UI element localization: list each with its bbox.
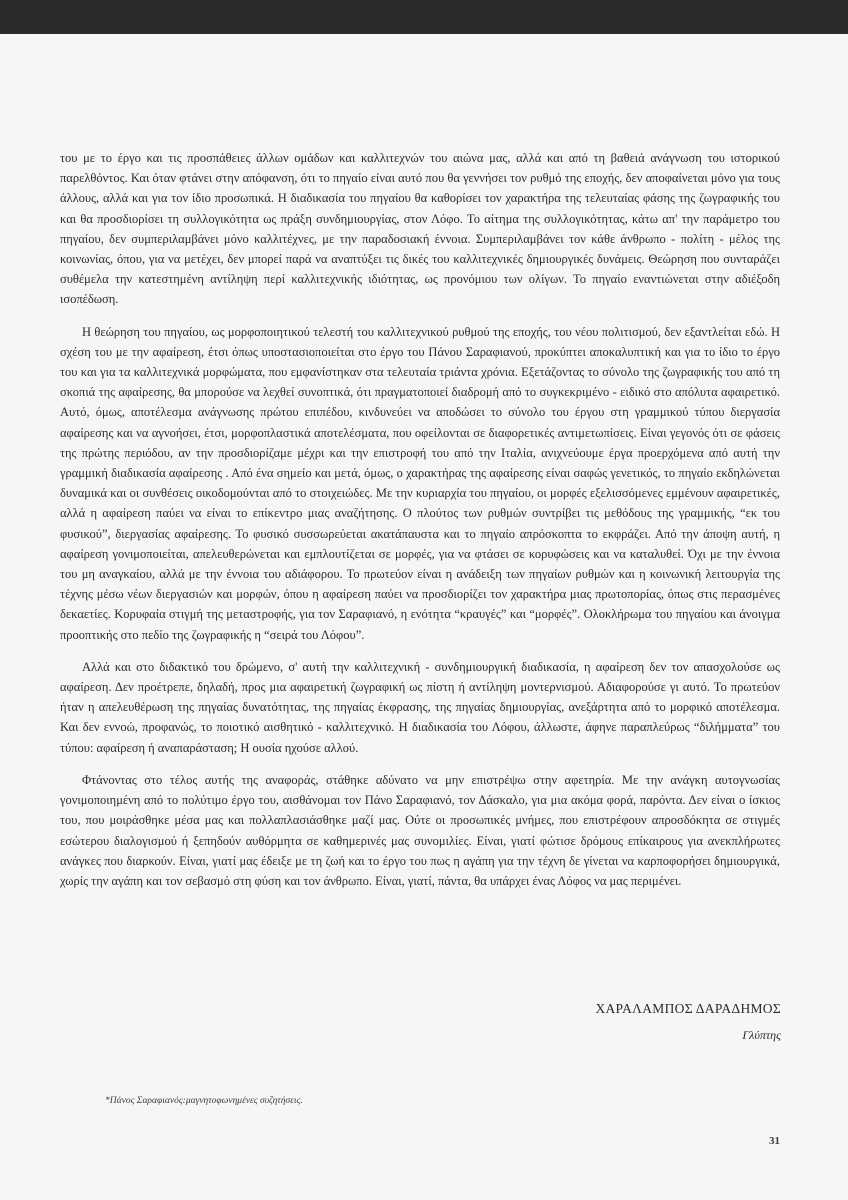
paragraph-4: Φτάνοντας στο τέλος αυτής της αναφοράς, στάθηκε αδύνατο να μην επιστρέψω στην αφετηρία. Με την ανάγκη αυτογνωσίας γονιμοποιημένη από το πολύτιμο έργο του, αισθάνομαι τον Πάνο Σαραφιανό, τον Δάσκαλο, για μια ακόμα φορά, παρόντα. Δεν είναι ο ίσκιος του, που μοιράσθηκε μέσα μας και πολλαπλασιάσθηκε μαζί μας. Ούτε οι προσωπικές μνήμες, που επιστρέφουν απροσδόκητα σε στιγμές εσώτερου διαλογισμού ή ξεπηδούν αυθόρμητα σε καθημερινές μας συνομιλίες. Είναι, γιατί φώτισε δρόμους επίκαιρους για ανεκπλήρωτες ανάγκες που διαρκούν. Είναι, γιατί μας έδειξε με τη ζωή και το έργο του πως η αγάπη για την τέχνη δε γίνεται να καρποφορήσει δημιουργικά, χωρίς την αγάπη και τον σεβασμό στη φύση και τον άνθρωπο. Είναι, γιατί, πάντα, θα υπάρχει ένας Λόφος να μας περιμένει. bbox=[60, 772, 780, 888]
footnote: *Πάνος Σαραφιανός:μαγνητοφωνημένες συζητήσεις. bbox=[105, 1096, 303, 1106]
author-name: ΧΑΡΑΛΑΜΠΟΣ ΔΑΡΑΔΗΜΟΣ bbox=[595, 1001, 781, 1016]
paragraph-1: του με το έργο και τις προσπάθειες άλλων ομάδων και καλλιτεχνών του αιώνα μας, αλλά και από τη βαθειά ανάγνωση του ιστορικού παρελθόντος. Και όταν φτάνει στην απόφανση, ότι το πηγαίο είναι αυτό που θα γεννήσει τον ρυθμό της εποχής, δεν αποφαίνεται μόνο για τους άλλους, αλλά και για τον ίδιο προσωπικά. Η διαδικασία του πηγαίου θα καθορίσει τον χαρακτήρα της τελευταίας φάσης της ζωγραφικής του και θα προσδιορίσει τη συλλογικότητα ως πράξη συνδημιουργίας, στον Λόφο. Το αίτημα της συλλογικότητας, κάτω απ' την παράμετρο του πηγαίου, δεν συμπεριλαμβάνει μόνο καλλιτέχνες, με την παραδοσιακή έννοια. Συμπεριλαμβάνει τον κάθε άνθρωπο - πολίτη - μέλος της κοινωνίας, όπου, για να μετέχει, δεν μπορεί παρά να αναπτύξει τις δικές του καλλιτεχνικές δημιουργικές δυνάμεις. Θεώρηση που συνταράζει συθέμελα την κατεστημένη αντίληψη περί καλλιτεχνικής ιδιότητας, ως προνόμιου των ολίγων. Το πηγαίο εναντιώνεται στην αδιέξοδη ισοπέδωση. bbox=[60, 151, 780, 307]
paragraph-3: Αλλά και στο διδακτικό του δρώμενο, σ' αυτή την καλλιτεχνική - συνδημιουργική διαδικασία, η αφαίρεση δεν τον απασχολούσε ως αφαίρεση. Δεν προέτρεπε, δηλαδή, προς μια αφαιρετική ζωγραφική ως πίστη ή αντίληψη μοντερνισμού. Αδιαφορούσε γι αυτό. Το πρωτεύον ήταν η απελευθέρωση της πηγαίας δυνατότητας, της πηγαίας έκφρασης, της πηγαίας δημιουργίας, ανεξάρτητα από το μορφικό αποτέλεσμα. Και δεν εννοώ, προφανώς, το ποιοτικό αισθητικό - καλλιτεχνικό. Η διαδικασία του Λόφου, άλλωστε, άφηνε παραπλεύρως “διλήμματα” του τύπου: αφαίρεση ή αναπαράσταση; Η ουσία ηχούσε αλλού. bbox=[60, 659, 780, 755]
author-role: Γλύπτης bbox=[742, 1028, 781, 1042]
article-body bbox=[60, 148, 780, 903]
page-number: 31 bbox=[769, 1135, 780, 1147]
scan-top-edge bbox=[0, 0, 848, 34]
paragraph-2: Η θεώρηση του πηγαίου, ως μορφοποιητικού τελεστή του καλλιτεχνικού ρυθμού της εποχής, του νέου πολιτισμού, δεν εξαντλείται εδώ. Η σχέση του με την αφαίρεση, έτσι όπως υποστασιοποιείται στο έργο του Πάνου Σαραφιανού, προκύπτει αποκαλυπτική και για το ίδιο το έργο του και για τα καλλιτεχνικά μορφώματα, που εμφανίστηκαν στα τελευταία τριάντα χρόνια. Εξετάζοντας το σύνολο της ζωγραφικής του από τη σκοπιά της αφαίρεσης, θα μπορούσε να λεχθεί συνοπτικά, ότι πραγματοποιεί διαδρομή από το συγκεκριμένο - ειδικό στο απόλυτα αφαιρετικό. Αυτό, όμως, αποτέλεσμα ανάγνωσης πρώτου επιπέδου, κινδυνεύει να αποδώσει το σύνολο του έργου στη γραμμικού τύπου διεργασία αφαίρεσης και να αγνοήσει, έτσι, μορφοπλαστικά αποτελέσματα, που οφείλονται σε διαφορετικές αντιμετωπίσεις. Είναι γεγονός ότι σε φάσεις της πρώτης περιόδου, αν την προσδιορίζαμε μέχρι και την επιστροφή του από την Ιταλία, ανιχνεύουμε έργα προερχόμενα από αυτή την γραμμική διαδικασία αφαίρεσης . Από ένα σημείο και μετά, όμως, ο χαρακτήρας της αφαίρεσης είναι σαφώς γενετικός, το πηγαίο εκδηλώνεται δυναμικά και οι συνθέσεις οικοδομούνται από το στοιχειώδες. Με την κυριαρχία του πηγαίου, οι μορφές εξελισσόμενες εμμένουν αφαιρετικές, αλλά η αφαίρεση παύει να είναι το επίκεντρο μιας αναζήτησης. Ο πλούτος των ρυθμών συντρίβει τις μεθόδους της γραμμικής, “εκ του φυσικού”, διεργασίας αφαίρεσης. Το φυσικό συσσωρεύεται ακατάπαυστα και το πηγαίο απρόσκοπτα το εκφράζει. Από την άποψη αυτή, η αφαίρεση γονιμοποιείται, απελευθερώνεται και εμπλουτίζεται σε μορφές, για να φτάσει σε κορυφώσεις και να καταλυθεί. Όχι με την έννοια του μη αναγκαίου, αλλά με την έννοια του αδιάφορου. Το πρωτεύον είναι η ανάδειξη των πηγαίων ρυθμών και η κοινωνική λειτουργία της τέχνης μέσω νέων διεργασιών και μορφών, όπου η αφαίρεση παύει να προσδιορίζει τον χαρακτήρα μιας πρωτοπορίας, όπως στις περασμένες δεκαετίες. Κορυφαία στιγμή της μεταστροφής, για τον Σαραφιανό, η ενότητα “κραυγές” και “μορφές”. Ολοκλήρωμα του πηγαίου και άνοιγμα προοπτικής στο πεδίο της ζωγραφικής η “σειρά του Λόφου”. bbox=[60, 324, 780, 642]
